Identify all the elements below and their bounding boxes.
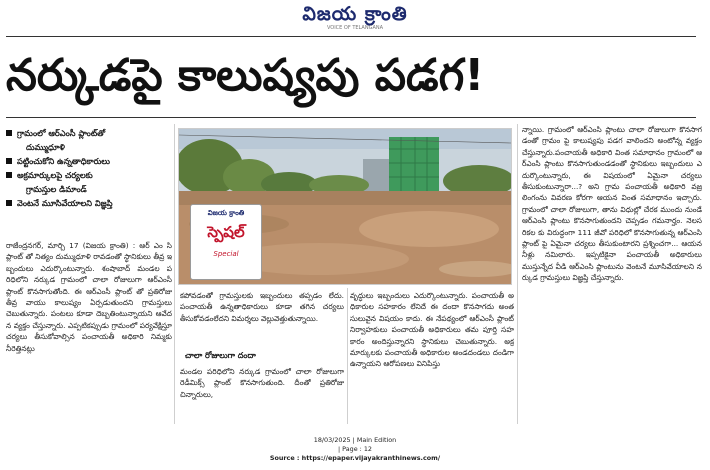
bullet-text: పట్టించుకోని ఉన్నతాధికారులు: [17, 156, 110, 166]
bullet-text: గ్రామస్తుల డిమాండ్: [26, 184, 87, 194]
bullet-square-icon: [6, 130, 12, 136]
bullet-square-icon: [6, 158, 12, 164]
bullet-item: [6, 154, 174, 168]
section-subheading: చాలా రోజులుగా దందా: [185, 351, 256, 360]
masthead-logo: విజయ క్రాంతి: [302, 2, 408, 25]
bullet-item: [6, 126, 174, 140]
bullet-square-icon: [6, 200, 12, 206]
article-column-3: వృద్ధులు ఇబ్బందులు ఎదుర్కొంటున్నారు. పంచాయతీ అధికారుల సహకారం లేనిదే ఈ దందా కొనసాగదు అంత సులువైన విషయం కాదు. ఈ నేపథ్యంలో ఆర్ఎంసీ ప్లాంట్ నిర్వాహకులు పంచాయతీ అధికారులు తమ పూర్తి సహకారం అందిస్తున్నారని స్థానికులు చెబుతున్నారు. అక్రమార్కులకు పంచాయతీ అధికారుల అండదండలు దండిగా ఉన్నాయని ఆరోపణలు వినిపిస్తు: [350, 291, 514, 369]
page-footer: [200, 436, 510, 463]
footer-page: | Page : 12: [337, 445, 372, 453]
bullet-item: [6, 168, 174, 182]
article-column-1: రాజేంద్రనగర్, మార్చి 17 (విజయ క్రాంతి) : ఆర్ ఎం సి ప్లాంట్ తో నిత్యం దుమ్ముధూళి రావడంతో స్థానికులు తీవ్ర ఇబ్బందులు ఎదుర్కొంటున్నారు. శంషాబాద్ మండల పరిధిలోని నర్కుడ గ్రామంలో చాలా రోజులుగా ఆర్ఎంసీ ప్లాంట్ కొనసాగుతోంది. ఈ ఆర్ఎంసీ ప్లాంట్ తో ప్రతిరోజు తీవ్ర వాయు కాలుష్యం ఏర్పడుతుందని గ్రామస్తులు చెబుతున్నారు. పంటలు కూడా దెబ్బతింటున్నాయని ఆవేదన వ్యక్తం చేస్తున్నారు. ఎప్పటికప్పుడు గ్రామంలో పర్యవేక్షిస్తూ చర్యలు తీసుకోవాల్సిన పంచాయతీ అధికారి నిమ్మకు నీరెత్తినట్లు: [6, 241, 172, 353]
column-divider: [347, 288, 348, 424]
special-badge: [190, 204, 262, 280]
headline-rule: [6, 117, 696, 118]
bullet-text: వెంటనే మూసివేయాలని విజ్ఞప్తి: [17, 198, 113, 208]
bullet-square-icon: [6, 172, 12, 178]
footer-date-edition: 18/03/2025 | Main Edition: [313, 436, 397, 444]
bullet-item-continued: [6, 182, 174, 196]
bullet-item-continued: [6, 140, 174, 154]
bullet-text: గ్రామంలో ఆర్ఎంసీ ప్లాంట్‌తో: [17, 128, 106, 138]
bullet-item: [6, 196, 174, 210]
article-column-4: న్నాయి. గ్రామంలో ఆర్ఎంసి ప్లాంటు చాలా రోజులుగా కొనసాగడంతో గ్రామం పై కాలుష్యపు పడగ వాలిందని అంటోన్న వ్యక్తం చేస్తున్నారు.పంచాయతీ అధికారి వింత సమాధానం గ్రామంలో ఆర్ఎంసి ప్లాంటు కొనసాగుతుండడంతో స్థానికులు ఇబ్బందులు ఎదుర్కొంటున్నారు, ఈ విషయంలో ఏమైనా చర్యలు తీసుకుంటున్నారా...? అని గ్రామ పంచాయతీ అధికారి వజ్ర లింగంను వివరణ కోరగా ఆయన వింత సమాధానం ఇచ్చారు. గ్రామంలో చాలా రోజులుగా, తాను విధుల్లో చేరక ముందు నుండే ఆర్ఎంసి ప్లాంటు కొనసాగుతుందని చెప్పడం గమనార్హం. నెలసరికల కు విరుద్ధంగా 111 జీవో పరిధిలో కొనసాగుతున్న ఆర్ఎంసి ప్లాంట్ పై ఏమైనా చర్యలు తీసుకుంటారని ప్రశ్నించగా... ఆయన నీళ్లు నమిలారు. ఇప్పటికైనా పంచాయతీ అధికారులు ముస్తున్నేద వీడి ఆర్ఎంసి ప్లాంటును వెంటనే మూసివేయాలని నర్కుడ గ్రామస్తులు విజ్ఞప్తి చేస్తున్నారు.: [522, 125, 702, 283]
footer-source: Source : https://epaper.vijayakranthinews.com/: [269, 454, 441, 462]
bullet-text: అక్రమార్కులపై చర్యలకు: [17, 170, 93, 180]
badge-brand: విజయ క్రాంతి: [207, 209, 245, 217]
masthead-tagline: VOICE OF TELANGANA: [326, 24, 384, 31]
masthead: [250, 2, 460, 32]
column-divider: [517, 124, 518, 424]
article-column-2: కపోవడంతో గ్రామస్తులకు ఇబ్బందులు తప్పడం లేదు. పంచాయతీ ఉన్నతాధికారులు కూడా తగిన చర్యలు తీసుకోవడంలేదని విమర్శలు వెల్లువెత్తుతున్నాయి.: [180, 291, 344, 323]
article-column-2b: మండల పరిధిలోని నర్కుడ గ్రామంలో చాలా రోజులుగా రెడీమిక్స్ ప్లాంట్ కొనసాగుతుంది. దీంతో ప్రతిరోజు చిన్నారులు,: [180, 367, 344, 399]
badge-subtitle: Special: [213, 250, 239, 258]
top-rule: [6, 36, 696, 37]
badge-title: స్పెషల్: [207, 223, 245, 241]
column-divider: [174, 124, 175, 424]
bullet-text: దుమ్ముధూళి: [26, 142, 65, 152]
bullet-list: [6, 126, 174, 236]
article-headline: నర్కుడపై కాలుష్యపు పడగ!: [6, 50, 485, 101]
